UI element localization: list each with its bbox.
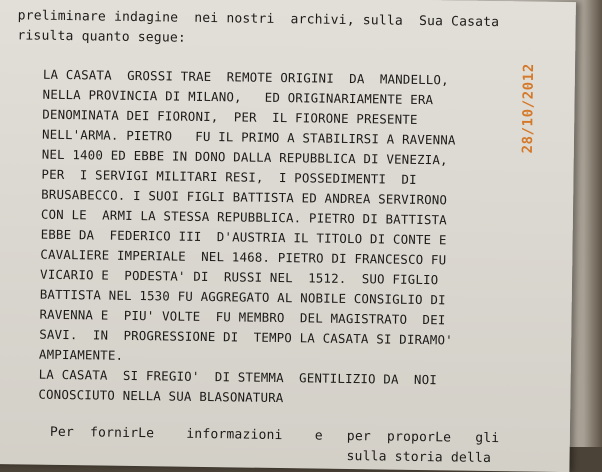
- body-line: NELL'ARMA. PIETRO FU IL PRIMO A STABILIRSI A RAVENNA: [41, 126, 456, 148]
- body-line: VICARIO E PODESTA' DI RUSSI NEL 1512. SUO FIGLIO: [39, 266, 439, 288]
- body-line: DENOMINATA DEI FIORONI, PER IL FIORONE PRESENTE: [42, 106, 418, 127]
- body-line: RAVENNA E PIU' VOLTE FU MEMBRO DEL MAGISTRATO DEI: [39, 306, 446, 328]
- body-line: LA CASATA GROSSI TRAE REMOTE ORIGINI DA MANDELLO,: [42, 66, 449, 88]
- body-line: AMPIAMENTE.: [38, 346, 124, 363]
- intro-line: risulta quanto segue:: [17, 28, 187, 46]
- body-line: EBBE DA FEDERICO III D'AUSTRIA IL TITOLO DI CONTE E: [40, 226, 447, 248]
- closing-line: sulla storia della: [49, 444, 492, 466]
- body-line: BATTISTA NEL 1530 FU AGGREGATO AL NOBILE CONSIGLIO DI: [39, 286, 446, 308]
- body-line: PER I SERVIGI MILITARI RESI, I POSSEDIMENTI DI: [41, 166, 417, 187]
- intro-line: preliminare indagine nei nostri archivi, sulla Sua Casata: [17, 8, 500, 31]
- body-line: CONOSCIUTO NELLA SUA BLASONATURA: [38, 386, 284, 406]
- date-stamp: 28/10/2012: [519, 63, 538, 154]
- closing-line: Per fornirLe informazioni e per proporLe gli: [49, 424, 500, 447]
- body-line: NELLA PROVINCIA DI MILANO, ED ORIGINARIAMENTE ERA: [42, 86, 434, 108]
- body-line: SAVI. IN PROGRESSIONE DI TEMPO LA CASATA SI DIRAMO': [39, 326, 453, 348]
- body-line: CON LE ARMI LA STESSA REPUBBLICA. PIETRO DI BATTISTA: [40, 206, 447, 228]
- body-line: CAVALIERE IMPERIALE NEL 1468. PIETRO DI FRANCESCO FU: [40, 246, 447, 268]
- body-line: NEL 1400 ED EBBE IN DONO DALLA REPUBBLICA DI VENEZIA,: [41, 146, 448, 168]
- body-line: BRUSABECCO. I SUOI FIGLI BATTISTA ED ANDREA SERVIRONO: [41, 186, 448, 208]
- body-line: LA CASATA SI FREGIO' DI STEMMA GENTILIZIO DA NOI: [38, 366, 438, 388]
